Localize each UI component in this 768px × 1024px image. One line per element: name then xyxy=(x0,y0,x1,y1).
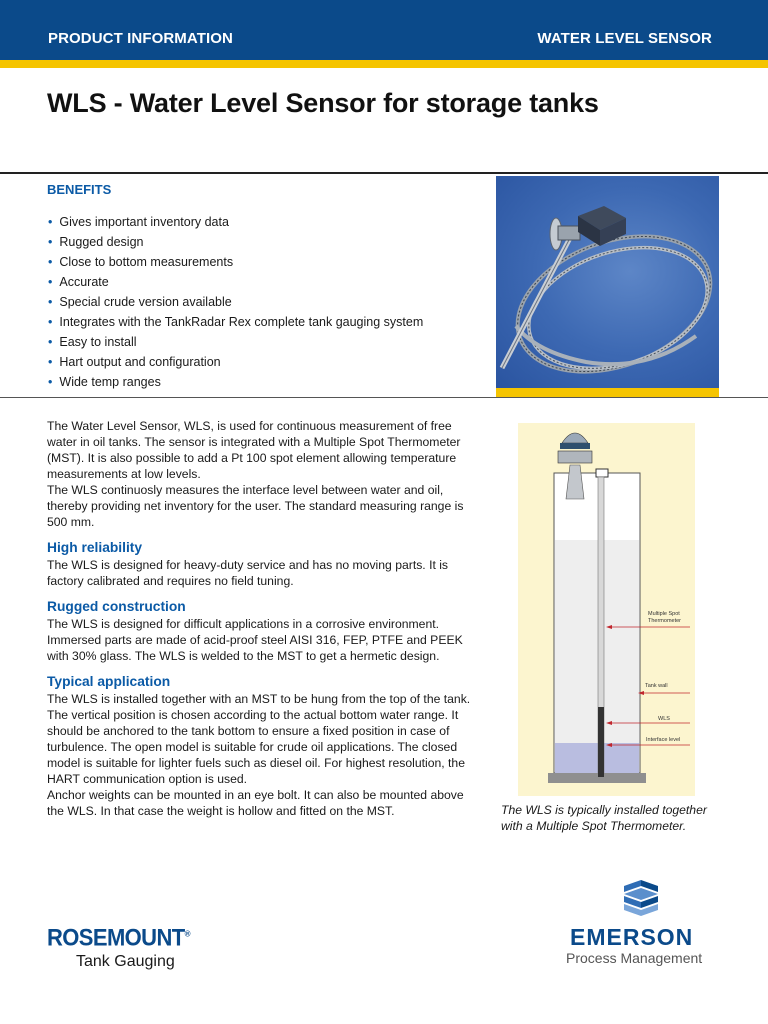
intro-paragraph: The WLS continuosly measures the interface level between water and oil, thereby providing net inventory for the user. The standard measuring range is 500 mm. xyxy=(47,483,464,529)
benefit-item xyxy=(48,312,423,332)
header-product: WATER LEVEL SENSOR xyxy=(537,30,712,47)
benefit-text: Wide temp ranges xyxy=(59,375,161,389)
benefit-text: Accurate xyxy=(59,275,109,289)
benefit-item xyxy=(48,272,423,292)
benefit-item xyxy=(48,252,423,272)
bullet-icon: • xyxy=(48,255,53,269)
bullet-icon: • xyxy=(48,315,53,329)
emerson-tagline: Process Management xyxy=(566,950,703,966)
benefit-text: Hart output and configuration xyxy=(59,355,221,369)
rosemount-wordmark xyxy=(47,924,190,952)
section-paragraph: The WLS is designed for heavy-duty service and has no moving parts. It is factory calibrated and requires no field tuning. xyxy=(47,558,449,588)
bullet-icon: • xyxy=(48,215,53,229)
section-heading: Typical application xyxy=(47,674,171,689)
interface-level-label: Interface level xyxy=(646,737,681,743)
sensor-cable-illustration xyxy=(496,176,719,388)
transmitter-dome xyxy=(562,433,588,443)
rosemount-wordmark-text: ROSEMOUNT xyxy=(47,923,185,951)
transmitter-band xyxy=(560,443,590,449)
rosemount-tagline: Tank Gauging xyxy=(76,953,175,970)
diagram-caption: The WLS is typically installed together with a Multiple Spot Thermometer. xyxy=(501,803,707,833)
water-layer xyxy=(555,743,639,773)
tank-wall-label: Tank wall xyxy=(645,683,668,689)
bullet-icon: • xyxy=(48,335,53,349)
emerson-wordmark: EMERSON xyxy=(570,924,694,950)
divider-middle xyxy=(0,397,768,398)
benefit-item xyxy=(48,372,423,392)
bullet-icon: • xyxy=(48,275,53,289)
benefit-item xyxy=(48,212,423,232)
mst-label-line2: Thermometer xyxy=(648,618,682,624)
antenna-horn xyxy=(566,465,584,499)
header-accent-stripe xyxy=(0,60,768,68)
header-category: PRODUCT INFORMATION xyxy=(48,30,233,47)
intro-paragraph: The Water Level Sensor, WLS, is used for continuous measurement of free water in oil tanks. The sensor is integrated with a Multiple Spot Thermometer (MST). It is also possible to add a Pt 100 spot element allowing temperature measurements at low levels. xyxy=(47,419,461,481)
mst-label: Multiple Spot xyxy=(648,611,680,617)
section-paragraph: The WLS is installed together with an MST to be hung from the top of the tank. The vertical position is chosen according to the actual bottom water range. It should be anchored to the tank bottom to ensure a fixed position in case of turbulence. The open model is suitable for crude oil applications. The closed model is suitable for lighter fuels such as diesel oil. For highest resolution, the HART communication option is used. xyxy=(47,692,471,786)
rosemount-logo xyxy=(47,925,190,971)
benefit-text: Easy to install xyxy=(59,335,137,349)
emerson-mark-icon xyxy=(624,880,658,924)
benefit-text: Special crude version available xyxy=(59,295,232,309)
benefits-list xyxy=(48,212,423,392)
benefit-text: Rugged design xyxy=(59,235,144,249)
section-paragraph: The WLS is designed for difficult applications in a corrosive environment. Immersed parts are made of acid-proof steel AISI 316, FEP, PTFE and PEEK with 30% glass. The WLS is welded to the MST to get a hermetic design. xyxy=(47,617,463,663)
benefit-item xyxy=(48,352,423,372)
benefit-text: Integrates with the TankRadar Rex complete tank gauging system xyxy=(59,315,424,329)
mst-mount xyxy=(596,469,608,477)
registered-mark: ® xyxy=(184,929,190,939)
benefit-item xyxy=(48,292,423,312)
header-bar xyxy=(0,0,768,60)
wls-sensor xyxy=(598,707,604,777)
bullet-icon: • xyxy=(48,355,53,369)
bullet-icon: • xyxy=(48,295,53,309)
benefit-text: Close to bottom measurements xyxy=(59,255,234,269)
emerson-logo xyxy=(566,880,726,970)
page-title: WLS - Water Level Sensor for storage tanks xyxy=(47,88,599,118)
product-photo xyxy=(496,176,719,398)
bullet-icon: • xyxy=(48,375,53,389)
oil-layer xyxy=(555,540,639,743)
body-text-column xyxy=(47,418,471,819)
section-heading: Rugged construction xyxy=(47,599,186,614)
section-heading: High reliability xyxy=(47,540,143,555)
tank-bottom xyxy=(548,773,646,783)
benefit-text: Gives important inventory data xyxy=(59,215,229,229)
bullet-icon: • xyxy=(48,235,53,249)
section-paragraph: Anchor weights can be mounted in an eye bolt. It can also be mounted above the WLS. In that case the weight is hollow and fitted on the MST. xyxy=(47,788,464,818)
tank-diagram-svg xyxy=(518,423,695,796)
benefits-heading: BENEFITS xyxy=(47,182,112,197)
divider-top xyxy=(0,172,768,174)
benefit-item xyxy=(48,332,423,352)
tank-diagram xyxy=(518,423,695,796)
benefit-item xyxy=(48,232,423,252)
wls-label: WLS xyxy=(658,716,670,722)
transmitter-body xyxy=(558,451,592,463)
